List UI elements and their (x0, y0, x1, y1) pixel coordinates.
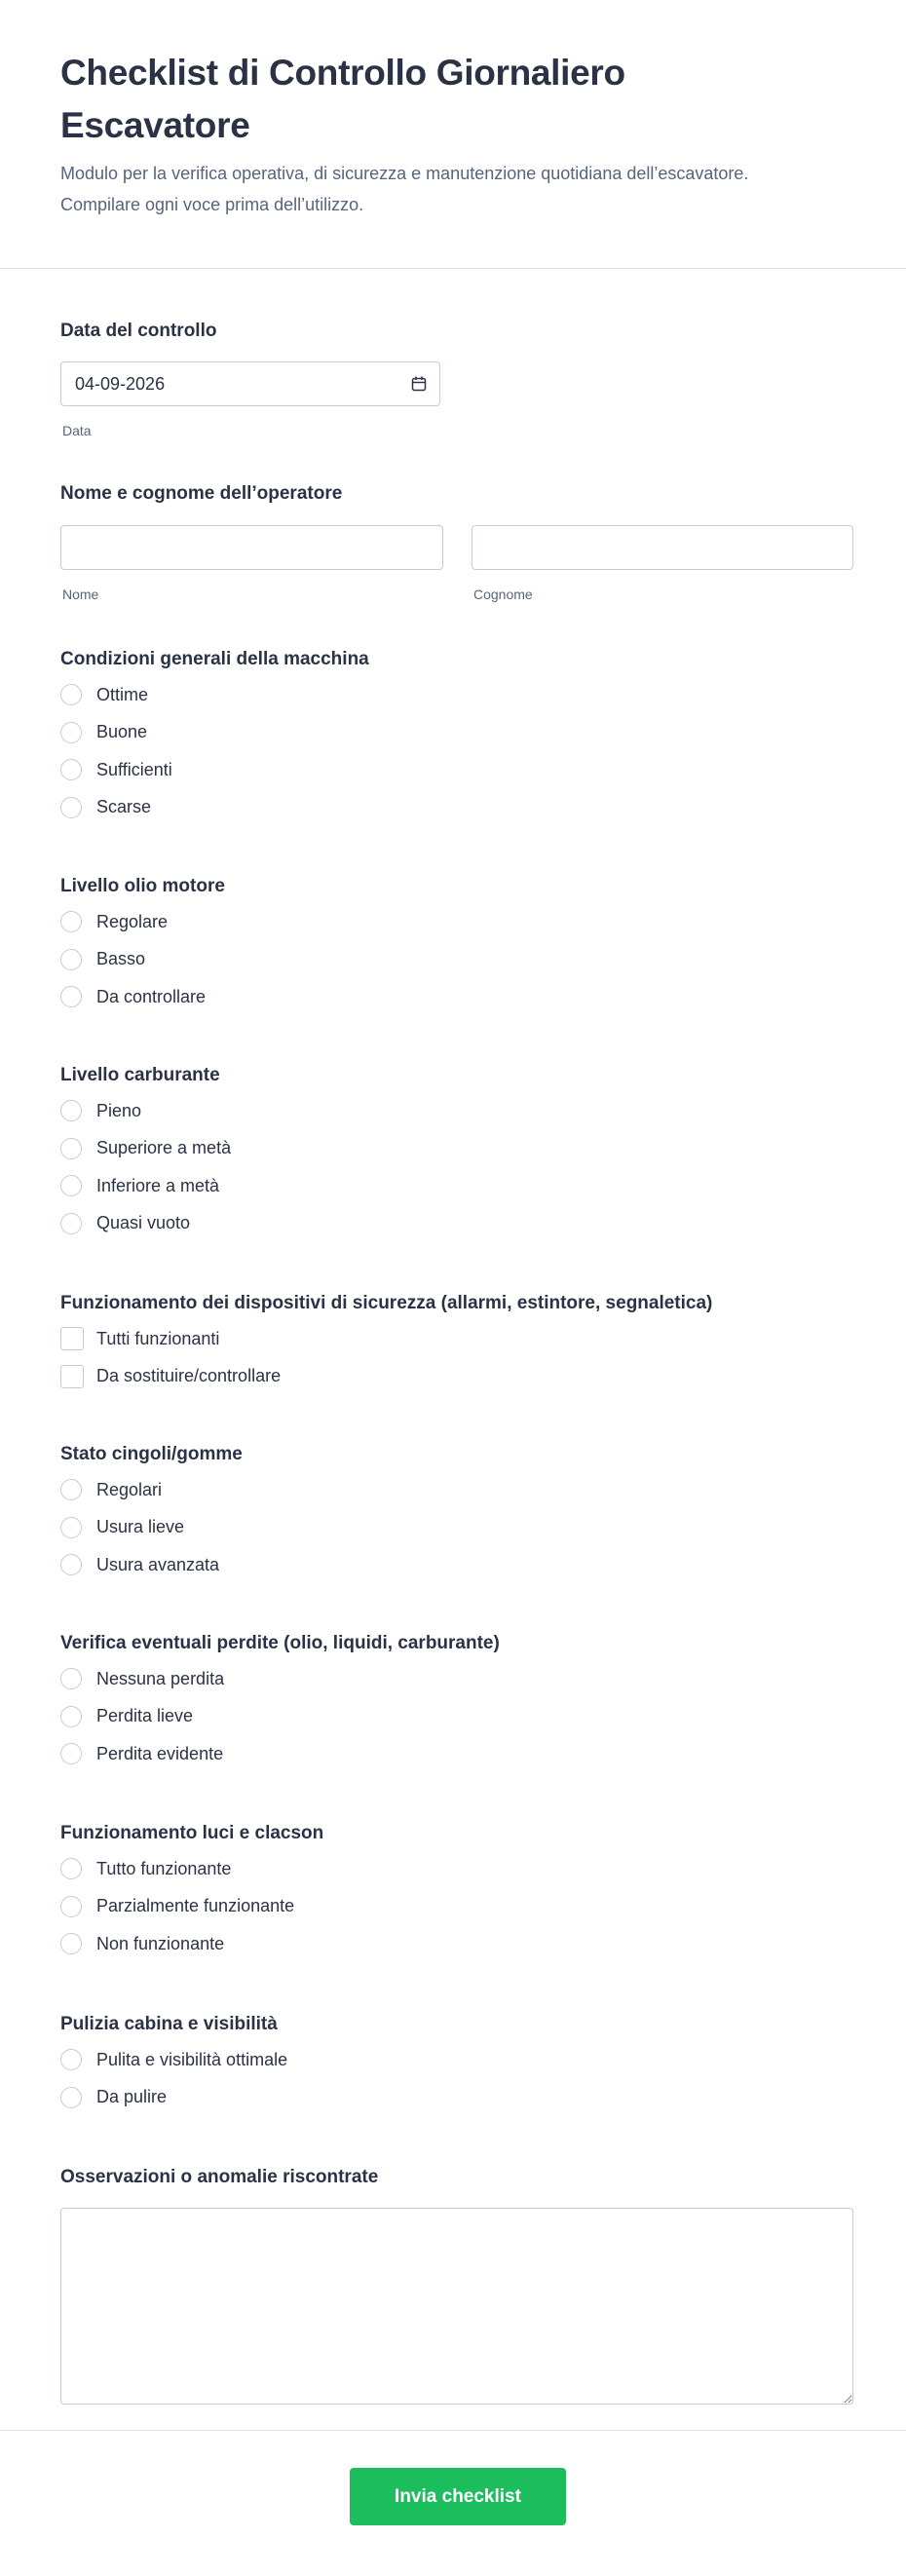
question-group (60, 1063, 853, 1233)
radio-option[interactable] (60, 789, 172, 827)
radio-button[interactable] (60, 1668, 82, 1689)
radio-option[interactable] (60, 1130, 231, 1168)
last-name-input[interactable] (472, 525, 853, 570)
radio-button[interactable] (60, 2087, 82, 2108)
radio-option[interactable] (60, 1167, 231, 1205)
radio-button[interactable] (60, 722, 82, 743)
radio-option[interactable] (60, 1205, 231, 1243)
radio-button[interactable] (60, 1479, 82, 1500)
page-title: Checklist di Controllo Giornaliero Escavatore (60, 53, 625, 145)
radio-button[interactable] (60, 1138, 82, 1159)
option-label: Inferiore a metà (96, 1175, 220, 1195)
option-label: Da pulire (96, 2087, 168, 2107)
question-group (60, 2012, 853, 2107)
option-label: Ottime (96, 684, 149, 704)
option-label: Pieno (96, 1100, 142, 1120)
radio-button[interactable] (60, 1933, 82, 1954)
option-label: Scarse (96, 797, 152, 817)
option-label: Tutto funzionante (96, 1858, 232, 1878)
radio-option[interactable] (60, 978, 206, 1016)
notes-label: Osservazioni o anomalie riscontrate (60, 2167, 379, 2187)
submit-button[interactable]: Invia checklist (350, 2468, 566, 2525)
operator-name-field (60, 481, 853, 608)
date-label: Data del controllo (60, 321, 217, 341)
date-value: 04-09-2026 (75, 374, 166, 394)
radio-option[interactable] (60, 1698, 224, 1736)
question-label: Pulizia cabina e visibilità (60, 2014, 278, 2034)
radio-option[interactable] (60, 1660, 224, 1698)
option-label: Da sostituire/controllare (96, 1366, 282, 1386)
radio-button[interactable] (60, 797, 82, 818)
radio-button[interactable] (60, 1896, 82, 1917)
option-label: Regolare (96, 911, 169, 931)
option-label: Da controllare (96, 986, 207, 1006)
checkbox-option[interactable] (60, 1358, 281, 1396)
radio-button[interactable] (60, 986, 82, 1007)
question-label: Funzionamento luci e clacson (60, 1823, 324, 1843)
checkbox[interactable] (60, 1365, 84, 1388)
question-group (60, 1291, 853, 1386)
radio-option[interactable] (60, 1850, 294, 1888)
radio-option[interactable] (60, 714, 172, 752)
question-label: Funzionamento dei dispositivi di sicurezza (allarmi, estintore, segnaletica) (60, 1293, 713, 1313)
radio-option[interactable] (60, 1509, 219, 1547)
radio-option[interactable] (60, 2041, 287, 2079)
radio-button[interactable] (60, 684, 82, 705)
question-group (60, 874, 853, 1006)
radio-button[interactable] (60, 1706, 82, 1727)
date-input[interactable] (60, 361, 440, 406)
question-group (60, 1442, 853, 1574)
operator-name-label: Nome e cognome dell’operatore (60, 483, 343, 504)
radio-option[interactable] (60, 1092, 231, 1130)
radio-option[interactable] (60, 1888, 294, 1926)
radio-option[interactable] (60, 1925, 294, 1963)
radio-group (60, 2041, 287, 2116)
radio-button[interactable] (60, 911, 82, 932)
page-description: Modulo per la verifica operativa, di sicurezza e manutenzione quotidiana dell’escavatore. Compilare ogni voce prima dell’utilizzo. (60, 164, 749, 214)
radio-option[interactable] (60, 903, 206, 941)
option-label: Buone (96, 722, 148, 742)
radio-group (60, 676, 172, 826)
radio-option[interactable] (60, 751, 172, 789)
date-field (60, 319, 853, 445)
question-label: Verifica eventuali perdite (olio, liquidi, carburante) (60, 1633, 500, 1653)
last-name-sublabel: Cognome (473, 587, 533, 602)
radio-button[interactable] (60, 759, 82, 780)
checkbox-option[interactable] (60, 1320, 281, 1358)
radio-group (60, 1471, 219, 1584)
question-label: Condizioni generali della macchina (60, 649, 369, 669)
header-divider (0, 268, 906, 269)
radio-group (60, 1092, 231, 1242)
radio-option[interactable] (60, 676, 172, 714)
radio-group (60, 1850, 294, 1963)
question-group (60, 1821, 853, 1953)
question-label: Livello olio motore (60, 876, 225, 896)
radio-button[interactable] (60, 949, 82, 970)
option-label: Parzialmente funzionante (96, 1896, 295, 1916)
option-label: Quasi vuoto (96, 1213, 191, 1233)
calendar-icon[interactable] (410, 375, 428, 393)
option-label: Sufficienti (96, 759, 172, 779)
question-group (60, 1631, 853, 1763)
radio-button[interactable] (60, 1175, 82, 1196)
option-label: Superiore a metà (96, 1138, 232, 1158)
radio-option[interactable] (60, 1735, 224, 1773)
option-label: Perdita evidente (96, 1743, 224, 1763)
radio-group (60, 1660, 224, 1773)
option-label: Non funzionante (96, 1933, 225, 1953)
radio-button[interactable] (60, 1858, 82, 1879)
question-label: Stato cingoli/gomme (60, 1444, 243, 1464)
question-group (60, 647, 853, 817)
radio-button[interactable] (60, 1213, 82, 1234)
notes-textarea[interactable] (60, 2208, 853, 2405)
radio-option[interactable] (60, 1471, 219, 1509)
option-label: Regolari (96, 1479, 163, 1499)
checkbox[interactable] (60, 1327, 84, 1350)
question-label: Livello carburante (60, 1065, 220, 1085)
footer-divider (0, 2430, 906, 2431)
radio-option[interactable] (60, 941, 206, 979)
option-label: Usura lieve (96, 1517, 185, 1537)
radio-button[interactable] (60, 2049, 82, 2070)
first-name-input[interactable] (60, 525, 443, 570)
option-label: Usura avanzata (96, 1554, 220, 1574)
option-label: Basso (96, 949, 146, 969)
option-label: Nessuna perdita (96, 1668, 225, 1688)
option-label: Tutti funzionanti (96, 1328, 220, 1348)
checkbox-group (60, 1320, 281, 1395)
radio-option[interactable] (60, 1546, 219, 1584)
radio-button[interactable] (60, 1517, 82, 1538)
radio-button[interactable] (60, 1743, 82, 1764)
radio-button[interactable] (60, 1100, 82, 1121)
radio-group (60, 903, 206, 1016)
first-name-sublabel: Nome (62, 587, 99, 602)
option-label: Pulita e visibilità ottimale (96, 2049, 288, 2069)
notes-field (60, 2165, 853, 2418)
date-sublabel: Data (62, 423, 92, 438)
radio-button[interactable] (60, 1554, 82, 1575)
option-label: Perdita lieve (96, 1706, 194, 1726)
radio-option[interactable] (60, 2079, 287, 2117)
